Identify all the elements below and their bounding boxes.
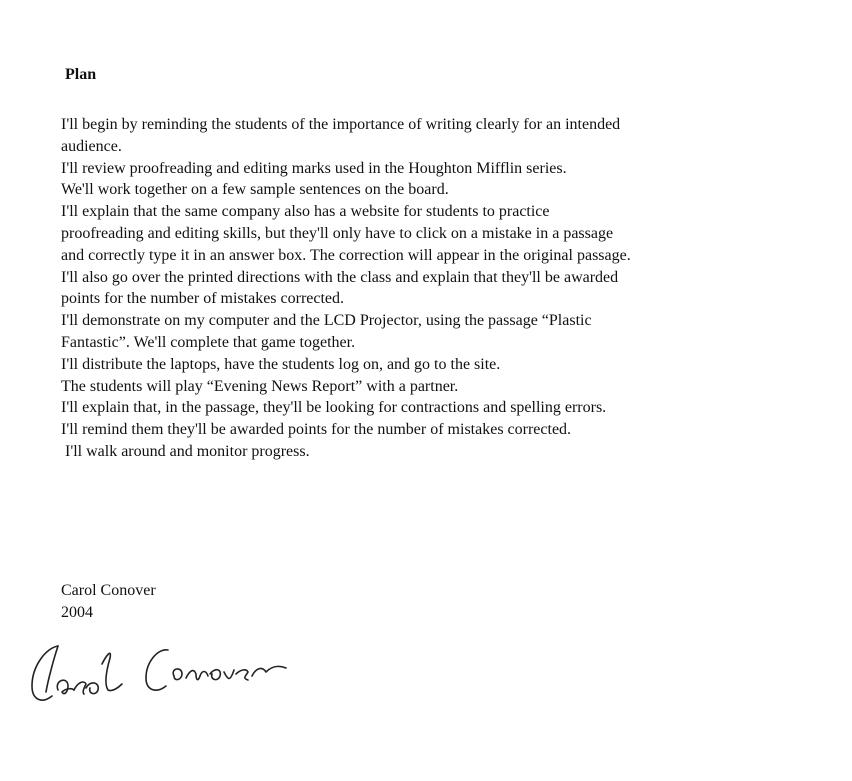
document-year: 2004	[61, 604, 93, 621]
plan-line: I'll explain that the same company also has a website for students to practice	[61, 203, 550, 221]
plan-line: proofreading and editing skills, but they'll only have to click on a mistake in a passage	[61, 224, 614, 242]
plan-line: We'll work together on a few sample sentences on the board.	[61, 181, 449, 199]
plan-line: I'll distribute the laptops, have the students log on, and go to the site.	[61, 355, 501, 373]
author-block	[61, 580, 156, 624]
plan-line: I'll demonstrate on my computer and the LCD Projector, using the passage “Plastic	[61, 312, 592, 330]
plan-line: The students will play “Evening News Report” with a partner.	[61, 377, 459, 395]
handwritten-signature	[18, 628, 318, 718]
plan-line: I'll remind them they'll be awarded points for the number of mistakes corrected.	[61, 421, 572, 439]
plan-line: I'll review proofreading and editing marks used in the Houghton Mifflin series.	[61, 159, 567, 177]
plan-body	[61, 114, 781, 463]
plan-line: I'll explain that, in the passage, they'll be looking for contractions and spelling errors.	[61, 399, 607, 417]
author-name: Carol Conover	[61, 582, 156, 599]
plan-line: audience.	[61, 137, 122, 155]
plan-line: points for the number of mistakes corrected.	[61, 290, 345, 308]
plan-line: and correctly type it in an answer box. The correction will appear in the original passage.	[61, 246, 631, 264]
plan-line: Fantastic”. We'll complete that game together.	[61, 333, 356, 351]
plan-line: I'll also go over the printed directions with the class and explain that they'll be awarded	[61, 268, 619, 286]
plan-line: I'll walk around and monitor progress.	[65, 442, 310, 460]
document-title: Plan	[65, 66, 97, 83]
plan-line: I'll begin by reminding the students of the importance of writing clearly for an intended	[61, 116, 621, 133]
